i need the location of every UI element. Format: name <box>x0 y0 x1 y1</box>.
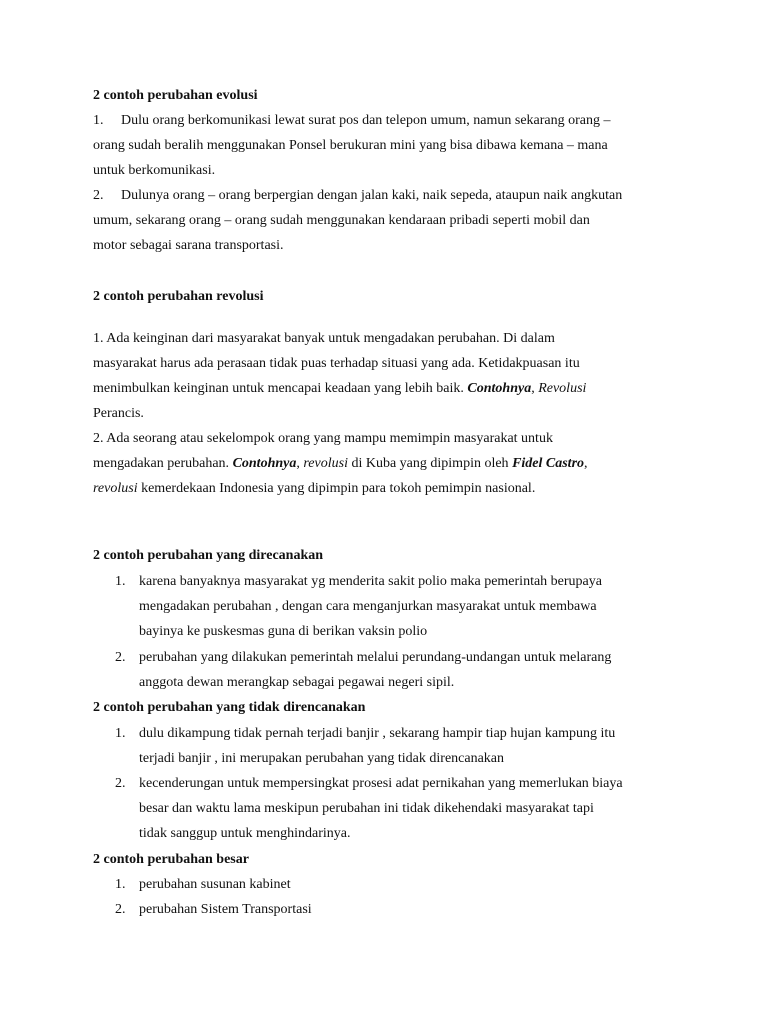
evolusi-item2-number: 2. <box>93 188 104 203</box>
evolusi-item1-line1: Dulu orang berkomunikasi lewat surat pos dan telepon umum, namun sekarang orang – <box>121 113 611 128</box>
heading-direncanakan: 2 contoh perubahan yang direcanakan <box>93 548 324 563</box>
revolusi-emphasis: revolusi <box>93 481 138 496</box>
revolusi-item2-line2-text: mengadakan perubahan. <box>93 456 233 471</box>
evolusi-item1-line2: orang sudah beralih menggunakan Ponsel berukuran mini yang bisa dibawa kemana – mana <box>93 138 608 153</box>
direncanakan-item1-line3: bayinya ke puskesmas guna di berikan vaksin polio <box>139 624 428 639</box>
heading-revolusi: 2 contoh perubahan revolusi <box>93 289 264 304</box>
direncanakan-item1-line1: karena banyaknya masyarakat yg menderita sakit polio maka pemerintah berupaya <box>139 574 602 589</box>
tidak-direncanakan-item2-number: 2. <box>115 776 126 791</box>
heading-besar: 2 contoh perubahan besar <box>93 852 249 867</box>
evolusi-item2-line3: motor sebagai sarana transportasi. <box>93 238 284 253</box>
comma: , <box>584 456 588 471</box>
contohnya-emphasis: Contohnya <box>232 456 297 471</box>
evolusi-item1-line3: untuk berkomunikasi. <box>93 163 216 178</box>
besar-item2-number: 2. <box>115 902 126 917</box>
revolusi-item2-line1: 2. Ada seorang atau sekelompok orang yang mampu memimpin masyarakat untuk <box>93 431 553 446</box>
revolusi-item2-line3 <box>93 481 535 497</box>
tidak-direncanakan-item2-line2: besar dan waktu lama meskipun perubahan ini tidak dikehendaki masyarakat tapi <box>139 801 594 816</box>
revolusi-item1-line3-text: menimbulkan keinginan untuk mencapai keadaan yang lebih baik. <box>93 381 468 396</box>
revolusi-item2-line2 <box>93 456 588 472</box>
direncanakan-item1-number: 1. <box>115 574 126 589</box>
heading-evolusi: 2 contoh perubahan evolusi <box>93 88 258 103</box>
comma: , <box>296 456 300 471</box>
evolusi-item2-line2: umum, sekarang orang – orang sudah menggunakan kendaraan pribadi seperti mobil dan <box>93 213 590 228</box>
direncanakan-item2-number: 2. <box>115 650 126 665</box>
direncanakan-item2-line2: anggota dewan merangkap sebagai pegawai negeri sipil. <box>139 675 455 690</box>
evolusi-item1-number: 1. <box>93 113 104 128</box>
revolusi-item1-line4: Perancis. <box>93 406 144 421</box>
revolusi-emphasis: Revolusi <box>538 381 587 396</box>
besar-item1-text: perubahan susunan kabinet <box>139 877 291 892</box>
revolusi-item1-line3 <box>93 381 586 397</box>
tidak-direncanakan-item1-line2: terjadi banjir , ini merupakan perubahan yang tidak direncanakan <box>139 751 505 766</box>
evolusi-item2-line1: Dulunya orang – orang berpergian dengan jalan kaki, naik sepeda, ataupun naik angkutan <box>121 188 623 203</box>
revolusi-item1-line1: 1. Ada keinginan dari masyarakat banyak untuk mengadakan perubahan. Di dalam <box>93 331 555 346</box>
direncanakan-item2-line1: perubahan yang dilakukan pemerintah melalui perundang-undangan untuk melarang <box>139 650 612 665</box>
revolusi-emphasis: revolusi <box>303 456 348 471</box>
comma: , <box>531 381 535 396</box>
direncanakan-item1-line2: mengadakan perubahan , dengan cara menganjurkan masyarakat untuk membawa <box>139 599 597 614</box>
besar-item2-text: perubahan Sistem Transportasi <box>139 902 312 917</box>
heading-tidak-direncanakan: 2 contoh perubahan yang tidak direncanakan <box>93 700 366 715</box>
revolusi-item2-line2-text-b: di Kuba yang dipimpin oleh <box>347 456 513 471</box>
revolusi-item2-line3-text: kemerdekaan Indonesia yang dipimpin para tokoh pemimpin nasional. <box>137 481 536 496</box>
contohnya-emphasis: Contohnya <box>467 381 532 396</box>
fidel-castro-emphasis: Fidel Castro <box>512 456 585 471</box>
tidak-direncanakan-item2-line3: tidak sanggup untuk menghindarinya. <box>139 826 351 841</box>
besar-item1-number: 1. <box>115 877 126 892</box>
revolusi-item1-line2: masyarakat harus ada perasaan tidak puas terhadap situasi yang ada. Ketidakpuasan itu <box>93 356 580 371</box>
tidak-direncanakan-item1-line1: dulu dikampung tidak pernah terjadi banjir , sekarang hampir tiap hujan kampung itu <box>139 726 616 741</box>
tidak-direncanakan-item2-line1: kecenderungan untuk mempersingkat prosesi adat pernikahan yang memerlukan biaya <box>139 776 623 791</box>
tidak-direncanakan-item1-number: 1. <box>115 726 126 741</box>
